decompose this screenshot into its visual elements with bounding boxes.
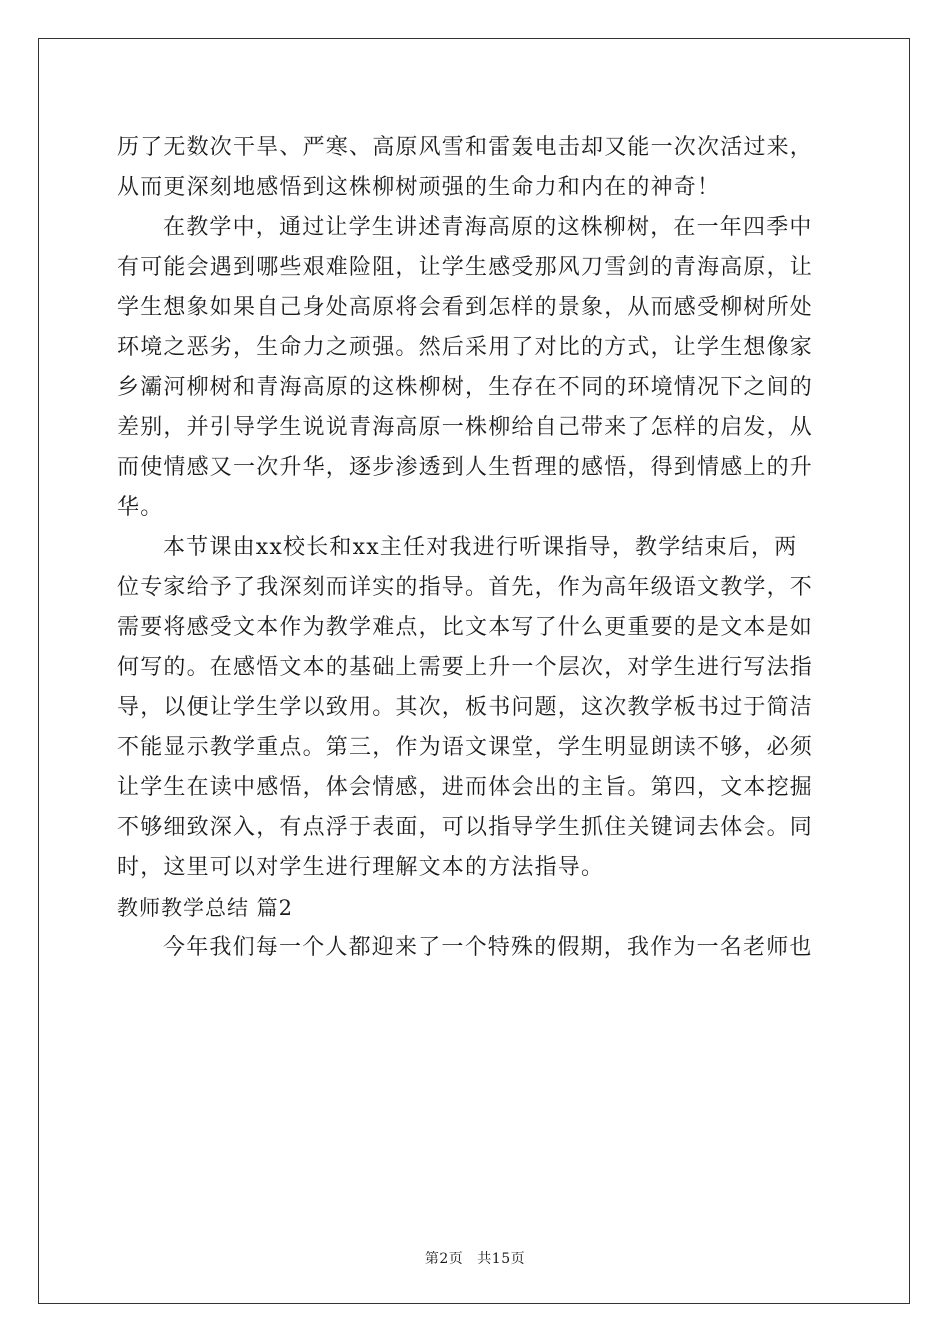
- text-line: 今年我们每一个人都迎来了一个特殊的假期，我作为一名老师也: [163, 935, 813, 960]
- text-line: 让学生在读中感悟，体会情感，进而体会出的主旨。第四，文本挖掘: [117, 775, 814, 800]
- text-line: 在教学中，通过让学生讲述青海高原的这株柳树，在一年四季中: [163, 215, 813, 240]
- text-line: 何写的。在感悟文本的基础上需要上升一个层次，对学生进行写法指: [117, 655, 814, 680]
- text-line: 有可能会遇到哪些艰难险阻，让学生感受那风刀雪剑的青海高原，让: [117, 255, 814, 280]
- text-line: 学生想象如果自己身处高原将会看到怎样的景象，从而感受柳树所处: [117, 295, 814, 320]
- paragraph-1: [117, 128, 837, 208]
- paragraph-3: [117, 528, 837, 888]
- text-line: 华。: [117, 495, 164, 520]
- document-body: [117, 128, 837, 968]
- text-line: 历了无数次干旱、严寒、高原风雪和雷轰电击却又能一次次活过来，: [117, 135, 814, 160]
- text-line: 不能显示教学重点。第三，作为语文课堂，学生明显朗读不够，必须: [117, 735, 814, 760]
- paragraph-4: [117, 928, 837, 968]
- text-line: 时，这里可以对学生进行理解文本的方法指导。: [117, 855, 605, 880]
- text-line: 从而更深刻地感悟到这株柳树顽强的生命力和内在的神奇！: [117, 175, 721, 200]
- section-heading: 教师教学总结 篇2: [117, 896, 294, 920]
- text-line: 位专家给予了我深刻而详实的指导。首先，作为高年级语文教学，不: [117, 575, 814, 600]
- text-line: 需要将感受文本作为教学难点，比文本写了什么更重要的是文本是如: [117, 615, 814, 640]
- text-line: 差别，并引导学生说说青海高原一株柳给自己带来了怎样的启发，从: [117, 415, 814, 440]
- text-line: 乡灞河柳树和青海高原的这株柳树，生存在不同的环境情况下之间的: [117, 375, 814, 400]
- text-line: 而使情感又一次升华，逐步渗透到人生哲理的感悟，得到情感上的升: [117, 455, 814, 480]
- page-total: 共15页: [477, 1251, 526, 1267]
- page-footer: [0, 1248, 950, 1268]
- text-line: 本节课由xx校长和xx主任对我进行听课指导，教学结束后，两: [163, 535, 798, 560]
- text-line: 导，以便让学生学以致用。其次，板书问题，这次教学板书过于简洁: [117, 695, 814, 720]
- text-line: 不够细致深入，有点浮于表面，可以指导学生抓住关键词去体会。同: [117, 815, 814, 840]
- paragraph-2: [117, 208, 837, 528]
- page-number: 第2页: [424, 1251, 464, 1267]
- text-line: 环境之恶劣，生命力之顽强。然后采用了对比的方式，让学生想像家: [117, 335, 814, 360]
